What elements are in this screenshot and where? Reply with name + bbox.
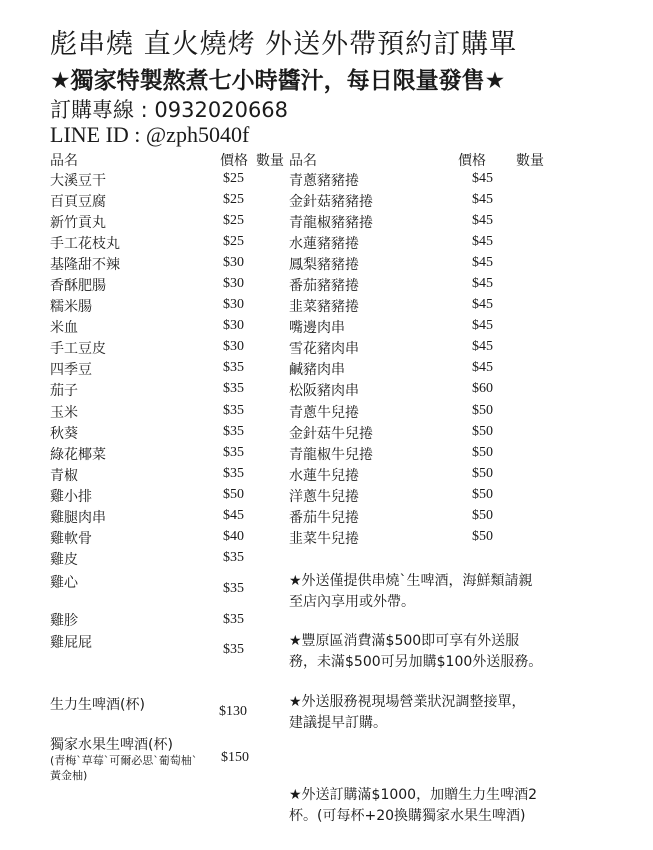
menu-item-name: 青龍椒豬豬捲	[289, 215, 373, 231]
page-title: 彪串燒 直火燒烤 外送外帶預約訂購單	[50, 29, 518, 60]
menu-item-price: $35	[223, 360, 244, 375]
note-line: ★外送僅提供串燒`生啤酒，海鮮類請親	[289, 573, 533, 589]
menu-item-name: 洋蔥牛兒捲	[289, 489, 359, 505]
menu-item-price: $50	[472, 529, 493, 544]
menu-item-name: 青椒	[50, 468, 78, 484]
menu-item-name: 大溪豆干	[50, 173, 106, 189]
column-header-qty-right: 數量	[516, 153, 544, 169]
column-header-price-right: 價格	[458, 153, 486, 169]
menu-item-price: $45	[472, 213, 493, 228]
menu-item-price: $50	[472, 424, 493, 439]
menu-item-price: $30	[223, 339, 244, 354]
menu-item-name: 新竹貢丸	[50, 215, 106, 231]
menu-item-price: $50	[472, 487, 493, 502]
menu-item-price: $50	[472, 445, 493, 460]
menu-item-name: 基隆甜不辣	[50, 257, 120, 273]
menu-item-name: 綠花椰菜	[50, 447, 106, 463]
menu-item-price: $40	[223, 529, 244, 544]
menu-item-price: $25	[223, 171, 244, 186]
menu-item-price: $45	[472, 171, 493, 186]
menu-item-price: $50	[472, 466, 493, 481]
menu-item-price: $30	[223, 297, 244, 312]
note-delivery-scope	[289, 571, 533, 613]
column-header-name-right: 品名	[289, 153, 317, 169]
menu-item-name: 鳳梨豬豬捲	[289, 257, 359, 273]
menu-item-name: 金針菇豬豬捲	[289, 194, 373, 210]
menu-item-name: 雞皮	[50, 552, 78, 568]
menu-item-name: 手工豆皮	[50, 341, 106, 357]
menu-item-name: 米血	[50, 320, 78, 336]
beer-draft-price: $130	[219, 704, 247, 719]
menu-item-price: $50	[223, 487, 244, 502]
beer-fruit-price: $150	[221, 750, 249, 765]
menu-item-price: $35	[223, 403, 244, 418]
line-id: LINE ID : @zph5040f	[50, 122, 250, 147]
menu-item-name: 韭菜豬豬捲	[289, 299, 359, 315]
menu-item-name: 茄子	[50, 383, 78, 399]
menu-item-price: $35	[223, 445, 244, 460]
column-header-name-left: 品名	[50, 153, 78, 169]
note-delivery-schedule	[289, 692, 526, 734]
menu-item-name: 番茄牛兒捲	[289, 510, 359, 526]
menu-item-price: $60	[472, 381, 493, 396]
beer-fruit-name: 獨家水果生啤酒(杯)	[50, 737, 173, 753]
note-line: ★外送訂購滿$1000，加贈生力生啤酒2	[289, 787, 537, 803]
page-subtitle: ★獨家特製熬煮七小時醬汁，每日限量發售★	[50, 68, 506, 94]
note-delivery-fee	[289, 631, 542, 673]
phone-line: 訂購專線 : 0932020668	[50, 98, 289, 122]
menu-item-price: $45	[472, 339, 493, 354]
beer-fruit-flavors: (青梅`草莓`可爾必思`葡萄柚`	[50, 754, 198, 767]
menu-item-price: $35	[223, 642, 244, 657]
menu-item-price: $30	[223, 276, 244, 291]
menu-item-price: $50	[472, 403, 493, 418]
menu-item-name: 番茄豬豬捲	[289, 278, 359, 294]
column-header-qty-left: 數量	[256, 153, 284, 169]
menu-item-name: 青蔥豬豬捲	[289, 173, 359, 189]
menu-item-name: 韭菜牛兒捲	[289, 531, 359, 547]
column-header-price-left: 價格	[220, 153, 248, 169]
menu-item-price: $35	[223, 550, 244, 565]
menu-item-name: 嘴邊肉串	[289, 320, 345, 336]
note-line: 建議提早訂購。	[289, 715, 387, 731]
note-line: 至店內享用或外帶。	[289, 594, 415, 610]
menu-item-name: 鹹豬肉串	[289, 362, 345, 378]
menu-item-price: $30	[223, 318, 244, 333]
menu-item-name: 水蓮牛兒捲	[289, 468, 359, 484]
menu-item-price: $50	[472, 508, 493, 523]
menu-item-name: 糯米腸	[50, 299, 92, 315]
menu-item-name: 雞軟骨	[50, 531, 92, 547]
menu-item-name: 青龍椒牛兒捲	[289, 447, 373, 463]
menu-item-price: $45	[223, 508, 244, 523]
menu-item-price: $45	[472, 360, 493, 375]
menu-item-name: 百頁豆腐	[50, 194, 106, 210]
menu-item-name: 松阪豬肉串	[289, 383, 359, 399]
menu-item-price: $45	[472, 318, 493, 333]
menu-item-price: $45	[472, 276, 493, 291]
note-line: 務，未滿$500可另加購$100外送服務。	[289, 654, 543, 670]
menu-item-name: 雞胗	[50, 613, 78, 629]
menu-item-price: $35	[223, 424, 244, 439]
menu-item-price: $35	[223, 581, 244, 596]
menu-item-price: $30	[223, 255, 244, 270]
menu-item-price: $25	[223, 192, 244, 207]
menu-item-name: 金針菇牛兒捲	[289, 426, 373, 442]
note-free-beer	[289, 785, 537, 827]
menu-item-name: 水蓮豬豬捲	[289, 236, 359, 252]
menu-item-price: $25	[223, 213, 244, 228]
menu-item-name: 雪花豬肉串	[289, 341, 359, 357]
menu-item-price: $45	[472, 234, 493, 249]
beer-fruit-flavors-cont: 黃金柚)	[50, 769, 88, 782]
beer-draft-name: 生力生啤酒(杯)	[50, 697, 145, 713]
note-line: 杯。(可每杯+20換購獨家水果生啤酒)	[289, 808, 526, 824]
menu-item-name: 秋葵	[50, 426, 78, 442]
menu-item-price: $35	[223, 612, 244, 627]
menu-item-name: 雞心	[50, 575, 78, 591]
menu-item-price: $45	[472, 192, 493, 207]
menu-item-name: 雞屁屁	[50, 635, 92, 651]
menu-item-price: $45	[472, 255, 493, 270]
note-line: ★豐原區消費滿$500即可享有外送服	[289, 633, 520, 649]
menu-item-name: 香酥肥腸	[50, 278, 106, 294]
menu-item-name: 手工花枝丸	[50, 236, 120, 252]
note-line: ★外送服務視現場營業狀況調整接單，	[289, 694, 526, 710]
menu-item-price: $25	[223, 234, 244, 249]
menu-item-name: 玉米	[50, 405, 78, 421]
menu-item-name: 青蔥牛兒捲	[289, 405, 359, 421]
menu-item-price: $45	[472, 297, 493, 312]
menu-item-price: $35	[223, 466, 244, 481]
menu-item-name: 雞腿肉串	[50, 510, 106, 526]
menu-item-name: 雞小排	[50, 489, 92, 505]
menu-item-price: $35	[223, 381, 244, 396]
menu-item-name: 四季豆	[50, 362, 92, 378]
